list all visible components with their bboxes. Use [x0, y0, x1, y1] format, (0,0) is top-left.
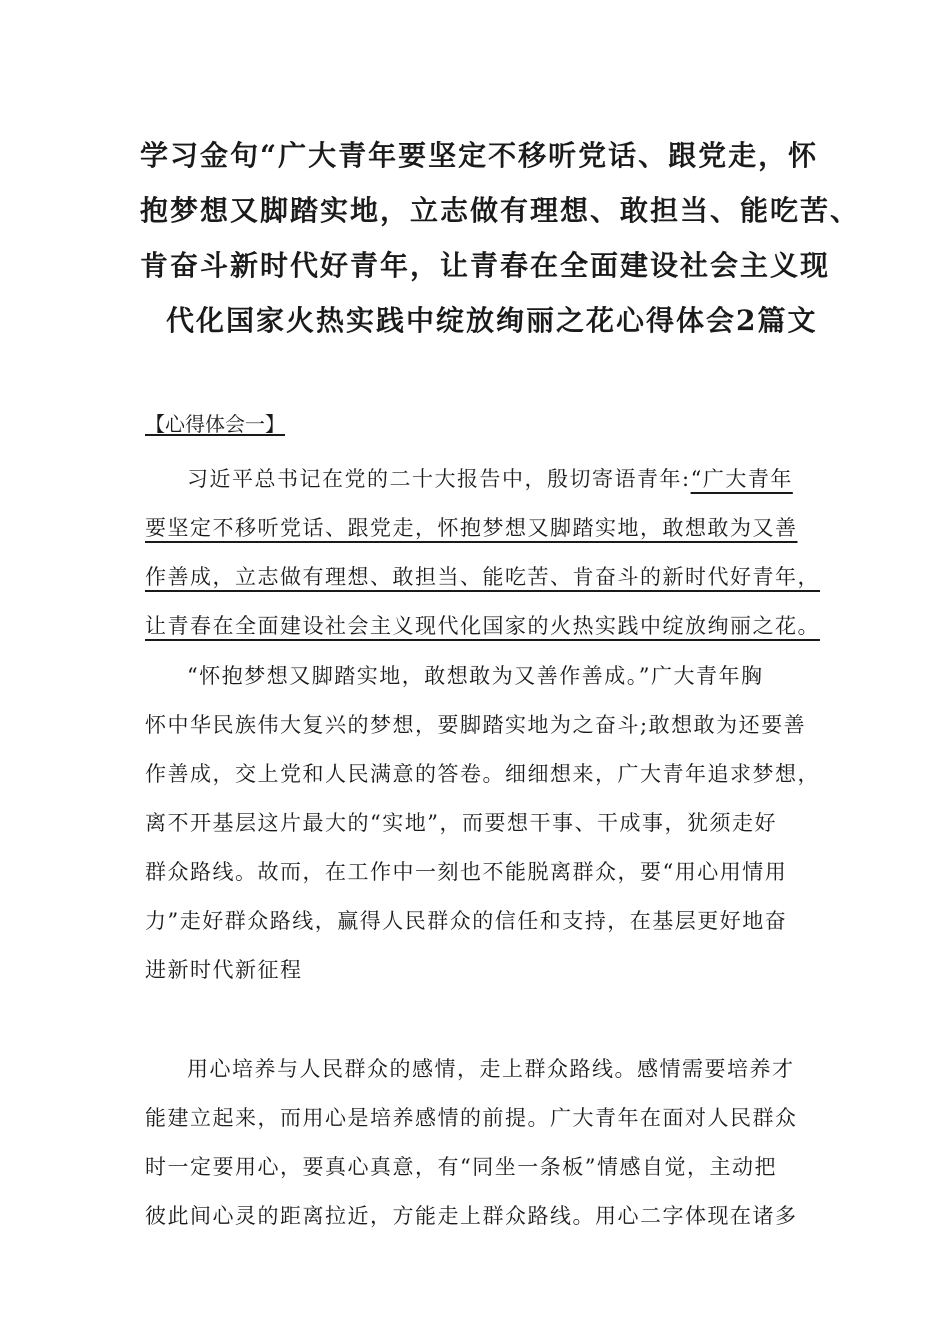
paragraph-1-line-4: 让青春在全面建设社会主义现代化国家的火热实践中绽放绚丽之花。 — [145, 614, 820, 638]
paragraph-3-line-3: 时一定要用心，要真心真意，有“同坐一条板”情感自觉，主动把 — [145, 1155, 777, 1179]
paragraph-1 — [145, 455, 845, 651]
document-title — [140, 128, 861, 348]
title-line-2: 抱梦想又脚踏实地，立志做有理想、敢担当、能吃苦、 — [140, 194, 861, 227]
paragraph-1-line-1-text: 习近平总书记在党的二十大报告中，殷切寄语青年: — [187, 467, 691, 491]
paragraph-2-line-5: 群众路线。故而，在工作中一刻也不能脱离群众，要“用心用情用 — [145, 860, 788, 884]
paragraph-1-line-2: 要坚定不移听党话、跟党走，怀抱梦想又脚踏实地，敢想敢为又善 — [145, 516, 798, 540]
paragraph-2-line-7: 进新时代新征程 — [145, 958, 303, 982]
title-line-1: 学习金句“广大青年要坚定不移听党话、跟党走，怀 — [140, 139, 819, 172]
paragraph-2-line-2: 怀中华民族伟大复兴的梦想，要脚踏实地为之奋斗;敢想敢为还要善 — [145, 713, 807, 737]
paragraph-1-line-1 — [145, 455, 845, 504]
paragraph-2 — [145, 652, 845, 995]
title-line-3: 肯奋斗新时代好青年，让青春在全面建设社会主义现 — [140, 249, 831, 282]
paragraph-2-line-6: 力”走好群众路线，赢得人民群众的信任和支持，在基层更好地奋 — [145, 909, 788, 933]
paragraph-2-line-3: 作善成，交上党和人民满意的答卷。细细想来，广大青年追求梦想， — [145, 762, 820, 786]
paragraph-3-line-1: 用心培养与人民群众的感情，走上群众路线。感情需要培养才 — [187, 1057, 795, 1081]
title-line-4: 代化国家火热实践中绽放绚丽之花心得体会2篇文 — [166, 304, 818, 337]
paragraph-3-line-4: 彼此间心灵的距离拉近，方能走上群众路线。用心二字体现在诸多 — [145, 1204, 798, 1228]
paragraph-2-line-1: “怀抱梦想又脚踏实地，敢想敢为又善作善成。”广大青年胸 — [187, 664, 764, 688]
paragraph-3-line-2: 能建立起来，而用心是培养感情的前提。广大青年在面对人民群众 — [145, 1106, 798, 1130]
paragraph-1-line-3: 作善成，立志做有理想、敢担当、能吃苦、肯奋斗的新时代好青年， — [145, 565, 820, 589]
section-heading: 【心得体会一】 — [145, 412, 285, 436]
paragraph-2-line-4: 离不开基层这片最大的“实地”，而要想干事、干成事，犹须走好 — [145, 811, 777, 835]
quote-underlined-start: “广大青年 — [690, 467, 793, 491]
paragraph-3 — [145, 1045, 845, 1241]
